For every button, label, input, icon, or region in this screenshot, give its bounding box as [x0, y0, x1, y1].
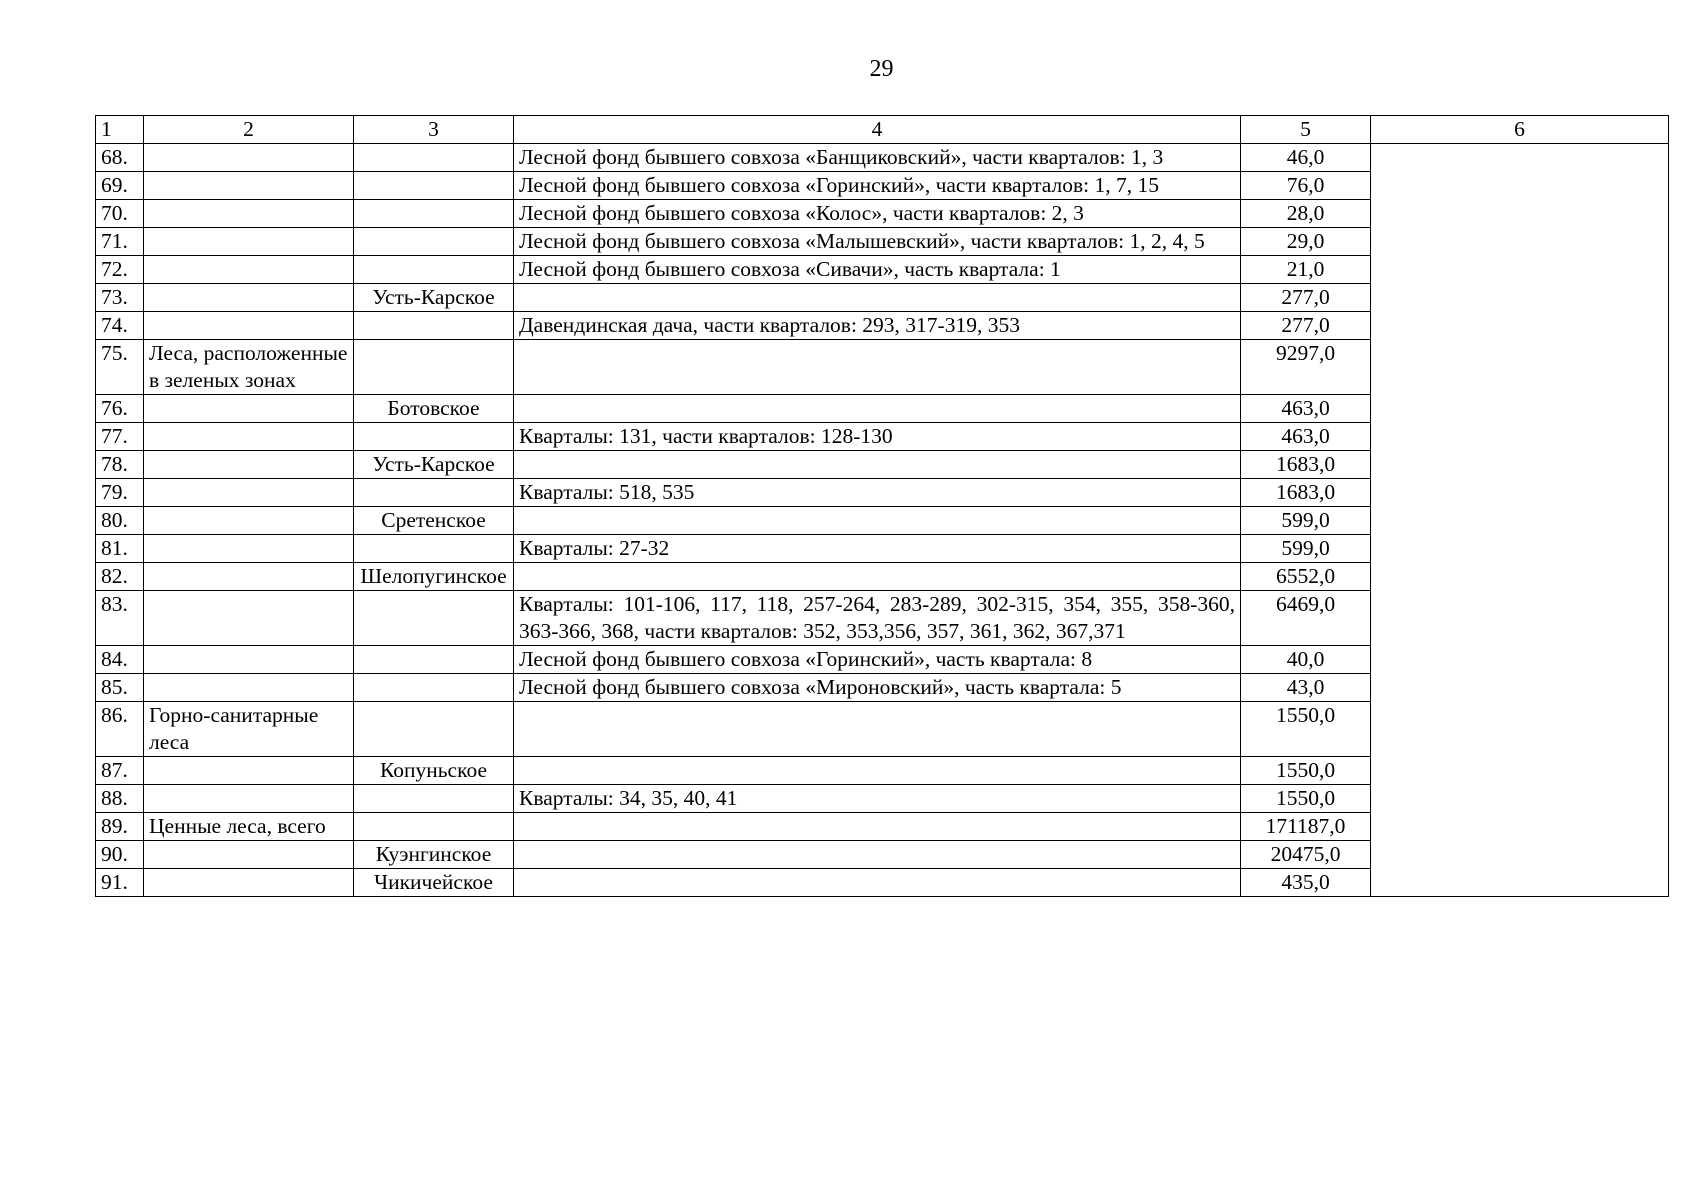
forest-category: Ценные леса, всего — [144, 813, 354, 841]
notes-cell — [1371, 813, 1669, 841]
area-value: 21,0 — [1241, 256, 1371, 284]
area-value: 6469,0 — [1241, 591, 1371, 646]
quarters-description: Кварталы: 27-32 — [514, 535, 1241, 563]
table-row — [96, 172, 1669, 200]
quarters-description: Кварталы: 518, 535 — [514, 479, 1241, 507]
table-row — [96, 535, 1669, 563]
row-number: 89. — [96, 813, 144, 841]
quarters-description: Кварталы: 131, части кварталов: 128-130 — [514, 423, 1241, 451]
forest-table — [95, 115, 1669, 897]
table-row — [96, 841, 1669, 869]
header-col-4: 4 — [514, 116, 1241, 144]
row-number: 74. — [96, 312, 144, 340]
notes-cell — [1371, 646, 1669, 674]
header-col-3: 3 — [354, 116, 514, 144]
quarters-description: Лесной фонд бывшего совхоза «Малышевский», части кварталов: 1, 2, 4, 5 — [514, 228, 1241, 256]
notes-cell — [1371, 674, 1669, 702]
area-value: 171187,0 — [1241, 813, 1371, 841]
table-row — [96, 423, 1669, 451]
area-value: 43,0 — [1241, 674, 1371, 702]
table-row — [96, 144, 1669, 172]
area-value: 29,0 — [1241, 228, 1371, 256]
table-row — [96, 702, 1669, 757]
notes-cell — [1371, 757, 1669, 785]
notes-cell — [1371, 507, 1669, 535]
quarters-description — [514, 841, 1241, 869]
quarters-description — [514, 563, 1241, 591]
quarters-description — [514, 284, 1241, 312]
forest-category — [144, 563, 354, 591]
area-value: 277,0 — [1241, 284, 1371, 312]
row-number: 73. — [96, 284, 144, 312]
row-number: 70. — [96, 200, 144, 228]
area-value: 1550,0 — [1241, 702, 1371, 757]
forest-category — [144, 841, 354, 869]
notes-cell — [1371, 423, 1669, 451]
table-row — [96, 284, 1669, 312]
table-row — [96, 340, 1669, 395]
notes-cell — [1371, 395, 1669, 423]
forestry-district: Копуньское — [354, 757, 514, 785]
row-number: 87. — [96, 757, 144, 785]
row-number: 91. — [96, 869, 144, 897]
area-value: 277,0 — [1241, 312, 1371, 340]
row-number: 68. — [96, 144, 144, 172]
page-number: 29 — [869, 56, 894, 82]
notes-cell — [1371, 479, 1669, 507]
row-number: 85. — [96, 674, 144, 702]
quarters-description: Лесной фонд бывшего совхоза «Колос», части кварталов: 2, 3 — [514, 200, 1241, 228]
forest-category — [144, 451, 354, 479]
table-row — [96, 312, 1669, 340]
forest-category — [144, 674, 354, 702]
forest-category — [144, 535, 354, 563]
quarters-description — [514, 702, 1241, 757]
forestry-district: Усть-Карское — [354, 451, 514, 479]
notes-cell — [1371, 172, 1669, 200]
forestry-district: Усть-Карское — [354, 284, 514, 312]
forest-category — [144, 785, 354, 813]
forestry-district: Куэнгинское — [354, 841, 514, 869]
area-value: 76,0 — [1241, 172, 1371, 200]
area-value: 46,0 — [1241, 144, 1371, 172]
notes-cell — [1371, 451, 1669, 479]
row-number: 79. — [96, 479, 144, 507]
notes-cell — [1371, 144, 1669, 172]
forest-category — [144, 312, 354, 340]
row-number: 80. — [96, 507, 144, 535]
area-value: 1550,0 — [1241, 757, 1371, 785]
row-number: 72. — [96, 256, 144, 284]
forest-category — [144, 479, 354, 507]
quarters-description: Лесной фонд бывшего совхоза «Сивачи», часть квартала: 1 — [514, 256, 1241, 284]
forestry-district: Чикичейское — [354, 869, 514, 897]
table-row — [96, 785, 1669, 813]
header-col-1: 1 — [96, 116, 144, 144]
notes-cell — [1371, 256, 1669, 284]
notes-cell — [1371, 591, 1669, 646]
table-row — [96, 256, 1669, 284]
forestry-district — [354, 144, 514, 172]
forest-category — [144, 757, 354, 785]
area-value: 599,0 — [1241, 507, 1371, 535]
area-value: 9297,0 — [1241, 340, 1371, 395]
notes-cell — [1371, 200, 1669, 228]
forest-category — [144, 284, 354, 312]
quarters-description — [514, 813, 1241, 841]
quarters-description — [514, 340, 1241, 395]
forestry-district — [354, 591, 514, 646]
forest-category — [144, 228, 354, 256]
row-number: 88. — [96, 785, 144, 813]
table-row — [96, 451, 1669, 479]
forestry-district — [354, 172, 514, 200]
forest-category — [144, 423, 354, 451]
row-number: 83. — [96, 591, 144, 646]
forest-category — [144, 591, 354, 646]
forestry-district: Сретенское — [354, 507, 514, 535]
row-number: 82. — [96, 563, 144, 591]
forest-category — [144, 646, 354, 674]
forestry-district — [354, 479, 514, 507]
area-value: 463,0 — [1241, 395, 1371, 423]
area-value: 6552,0 — [1241, 563, 1371, 591]
forest-category: Леса, расположенные в зеленых зонах — [144, 340, 354, 395]
forestry-district — [354, 646, 514, 674]
quarters-description — [514, 395, 1241, 423]
forest-category — [144, 144, 354, 172]
forestry-district — [354, 200, 514, 228]
notes-cell — [1371, 702, 1669, 757]
forest-category — [144, 869, 354, 897]
forestry-district — [354, 423, 514, 451]
notes-cell — [1371, 340, 1669, 395]
row-number: 76. — [96, 395, 144, 423]
row-number: 75. — [96, 340, 144, 395]
quarters-description — [514, 757, 1241, 785]
forest-category — [144, 507, 354, 535]
area-value: 1550,0 — [1241, 785, 1371, 813]
row-number: 84. — [96, 646, 144, 674]
notes-cell — [1371, 535, 1669, 563]
notes-cell — [1371, 841, 1669, 869]
row-number: 86. — [96, 702, 144, 757]
quarters-description: Лесной фонд бывшего совхоза «Горинский», часть квартала: 8 — [514, 646, 1241, 674]
row-number: 77. — [96, 423, 144, 451]
forestry-district — [354, 228, 514, 256]
header-col-6: 6 — [1371, 116, 1669, 144]
table-row — [96, 563, 1669, 591]
area-value: 28,0 — [1241, 200, 1371, 228]
notes-cell — [1371, 785, 1669, 813]
header-col-5: 5 — [1241, 116, 1371, 144]
forestry-district — [354, 702, 514, 757]
quarters-description: Кварталы: 101-106, 117, 118, 257-264, 283-289, 302-315, 354, 355, 358-360, 363-366, 368, части кварталов: 352, 353,356, 357, 361, 362, 367,371 — [514, 591, 1241, 646]
table-row — [96, 395, 1669, 423]
table-row — [96, 228, 1669, 256]
quarters-description — [514, 451, 1241, 479]
row-number: 69. — [96, 172, 144, 200]
area-value: 435,0 — [1241, 869, 1371, 897]
forest-category — [144, 200, 354, 228]
quarters-description: Лесной фонд бывшего совхоза «Горинский», части кварталов: 1, 7, 15 — [514, 172, 1241, 200]
notes-cell — [1371, 312, 1669, 340]
forest-category: Горно-санитарные леса — [144, 702, 354, 757]
notes-cell — [1371, 563, 1669, 591]
table-body — [96, 144, 1669, 897]
area-value: 599,0 — [1241, 535, 1371, 563]
area-value: 463,0 — [1241, 423, 1371, 451]
row-number: 81. — [96, 535, 144, 563]
forest-category — [144, 172, 354, 200]
header-col-2: 2 — [144, 116, 354, 144]
table-row — [96, 869, 1669, 897]
quarters-description: Лесной фонд бывшего совхоза «Мироновский», часть квартала: 5 — [514, 674, 1241, 702]
forestry-district: Шелопугинское — [354, 563, 514, 591]
quarters-description — [514, 869, 1241, 897]
table-row — [96, 757, 1669, 785]
table-row — [96, 507, 1669, 535]
forestry-district — [354, 785, 514, 813]
quarters-description — [514, 507, 1241, 535]
quarters-description: Кварталы: 34, 35, 40, 41 — [514, 785, 1241, 813]
quarters-description: Лесной фонд бывшего совхоза «Банщиковский», части кварталов: 1, 3 — [514, 144, 1241, 172]
area-value: 20475,0 — [1241, 841, 1371, 869]
forestry-district — [354, 535, 514, 563]
row-number: 90. — [96, 841, 144, 869]
quarters-description: Давендинская дача, части кварталов: 293, 317-319, 353 — [514, 312, 1241, 340]
forest-category — [144, 395, 354, 423]
area-value: 40,0 — [1241, 646, 1371, 674]
forestry-district: Ботовское — [354, 395, 514, 423]
row-number: 71. — [96, 228, 144, 256]
table-row — [96, 674, 1669, 702]
table-row — [96, 479, 1669, 507]
table-row — [96, 591, 1669, 646]
table-row — [96, 813, 1669, 841]
forestry-district — [354, 813, 514, 841]
forestry-district — [354, 312, 514, 340]
header-row — [96, 116, 1669, 144]
notes-cell — [1371, 228, 1669, 256]
forestry-district — [354, 340, 514, 395]
area-value: 1683,0 — [1241, 479, 1371, 507]
forestry-district — [354, 256, 514, 284]
forestry-district — [354, 674, 514, 702]
notes-cell — [1371, 869, 1669, 897]
area-value: 1683,0 — [1241, 451, 1371, 479]
table-header — [96, 116, 1669, 144]
table-row — [96, 646, 1669, 674]
notes-cell — [1371, 284, 1669, 312]
row-number: 78. — [96, 451, 144, 479]
forest-category — [144, 256, 354, 284]
table-row — [96, 200, 1669, 228]
